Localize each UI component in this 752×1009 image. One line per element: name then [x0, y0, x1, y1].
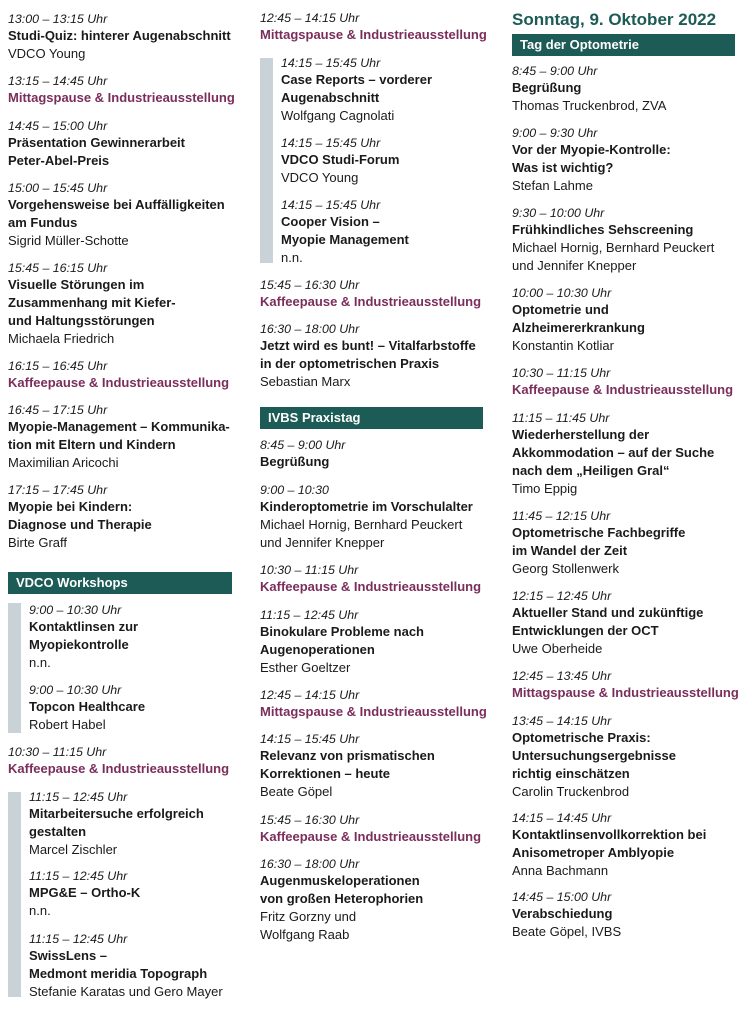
session-entry	[512, 410, 748, 498]
session-title: Topcon Healthcare	[29, 699, 146, 714]
session-speaker: Robert Habel	[29, 717, 106, 732]
break-entry	[8, 358, 234, 392]
session-time: 13:00 – 13:15 Uhr	[8, 12, 108, 26]
session-speaker: Birte Graff	[8, 535, 68, 550]
session-time: 12:45 – 13:45 Uhr	[512, 669, 612, 683]
session-time: 15:45 – 16:30 Uhr	[260, 278, 360, 292]
session-time: 11:15 – 12:45 Uhr	[29, 790, 128, 804]
session-title: SwissLens – Medmont meridia Topograph	[29, 948, 208, 981]
session-entry	[8, 11, 234, 63]
day-title: Sonntag, 9. Oktober 2022	[512, 10, 717, 29]
session-title: Case Reports – vorderer Augenabschnitt	[281, 72, 433, 105]
break-label: Mittagspause & Industrieausstellung	[260, 704, 487, 719]
workshop-entry	[29, 789, 234, 859]
session-time: 11:15 – 11:45 Uhr	[512, 411, 610, 425]
session-title: Frühkindliches Sehscreening	[512, 222, 694, 237]
session-entry	[260, 731, 484, 801]
session-time: 14:15 – 15:45 Uhr	[281, 136, 381, 150]
session-speaker: Timo Eppig	[512, 481, 578, 496]
session-time: 15:45 – 16:30 Uhr	[260, 813, 360, 827]
break-entry	[260, 562, 484, 596]
session-entry	[260, 321, 484, 391]
break-entry	[260, 812, 484, 846]
session-entry	[260, 482, 484, 551]
session-speaker: Carolin Truckenbrod	[512, 784, 630, 799]
parallel-sessions-bar	[8, 603, 21, 733]
session-speaker: Fritz Gorzny und Wolfgang Raab	[260, 909, 357, 942]
session-time: 12:45 – 14:15 Uhr	[260, 688, 360, 702]
session-time: 10:30 – 11:15 Uhr	[8, 745, 107, 759]
session-speaker: n.n.	[281, 250, 303, 265]
session-speaker: Esther Goeltzer	[260, 660, 351, 675]
session-time: 14:15 – 15:45 Uhr	[260, 732, 360, 746]
session-title: Begrüßung	[512, 80, 582, 95]
session-title: Optometrische Praxis: Untersuchungsergebnisse richtig einschätzen	[512, 730, 676, 781]
session-time: 10:30 – 11:15 Uhr	[260, 563, 359, 577]
session-time: 14:15 – 14:45 Uhr	[512, 811, 612, 825]
break-label: Kaffeepause & Industrieausstellung	[512, 382, 734, 397]
session-speaker: Anna Bachmann	[512, 863, 609, 878]
session-title: Augenmuskeloperationen von großen Heterophorien	[260, 873, 424, 906]
session-title: Kontaktlinsen zur Myopiekontrolle	[29, 619, 139, 652]
break-label: Kaffeepause & Industrieausstellung	[260, 579, 482, 594]
session-time: 9:00 – 9:30 Uhr	[512, 126, 598, 140]
break-label: Mittagspause & Industrieausstellung	[8, 90, 235, 105]
break-entry	[260, 277, 484, 311]
session-entry	[260, 856, 484, 943]
session-speaker: VDCO Young	[281, 170, 359, 185]
session-time: 12:45 – 14:15 Uhr	[260, 11, 360, 25]
session-time: 11:15 – 12:45 Uhr	[29, 869, 128, 883]
session-speaker: Michael Hornig, Bernhard Peuckert und Jennifer Knepper	[512, 240, 715, 273]
session-title: Visuelle Störungen im Zusammenhang mit Kiefer- und Haltungsstörungen	[8, 277, 176, 328]
session-title: Optometrie und Alzheimererkrankung	[512, 302, 645, 335]
workshop-entry	[29, 682, 234, 734]
session-time: 13:45 – 14:15 Uhr	[512, 714, 612, 728]
session-time: 14:15 – 15:45 Uhr	[281, 198, 381, 212]
session-title: Präsentation Gewinnerarbeit Peter-Abel-Preis	[8, 135, 185, 168]
session-time: 16:30 – 18:00 Uhr	[260, 322, 360, 336]
session-time: 9:30 – 10:00 Uhr	[512, 206, 605, 220]
break-entry	[260, 10, 487, 44]
session-entry	[512, 588, 748, 658]
session-time: 9:00 – 10:30	[260, 483, 329, 497]
session-speaker: Sigrid Müller-Schotte	[8, 233, 129, 248]
session-time: 9:00 – 10:30 Uhr	[29, 603, 122, 617]
session-speaker: n.n.	[29, 655, 51, 670]
session-speaker: Wolfgang Cagnolati	[281, 108, 395, 123]
session-time: 15:00 – 15:45 Uhr	[8, 181, 108, 195]
parallel-sessions-bar	[8, 792, 21, 997]
session-time: 14:45 – 15:00 Uhr	[8, 119, 108, 133]
session-time: 8:45 – 9:00 Uhr	[512, 64, 598, 78]
session-entry	[512, 285, 748, 355]
session-entry	[8, 402, 234, 472]
session-time: 13:15 – 14:45 Uhr	[8, 74, 108, 88]
session-speaker: n.n.	[29, 903, 51, 918]
session-entry	[8, 260, 234, 348]
session-title: VDCO Studi-Forum	[281, 152, 400, 167]
session-speaker: Georg Stollenwerk	[512, 561, 619, 576]
break-label: Kaffeepause & Industrieausstellung	[8, 761, 230, 776]
session-speaker: Marcel Zischler	[29, 842, 118, 857]
session-time: 12:15 – 12:45 Uhr	[512, 589, 612, 603]
session-time: 11:45 – 12:15 Uhr	[512, 509, 611, 523]
session-time: 17:15 – 17:45 Uhr	[8, 483, 108, 497]
session-time: 9:00 – 10:30 Uhr	[29, 683, 122, 697]
session-speaker: Konstantin Kotliar	[512, 338, 614, 353]
parallel-sessions-bar	[260, 58, 273, 263]
session-title: Begrüßung	[260, 454, 330, 469]
session-speaker: Thomas Truckenbrod, ZVA	[512, 98, 667, 113]
session-title: Myopie bei Kindern: Diagnose und Therapie	[8, 499, 152, 532]
session-title: Kinderoptometrie im Vorschulalter	[260, 499, 473, 514]
session-time: 11:15 – 12:45 Uhr	[29, 932, 128, 946]
session-speaker: Beate Göpel	[260, 784, 333, 799]
session-entry	[8, 180, 234, 250]
session-entry	[512, 63, 748, 115]
session-title: Verabschiedung	[512, 906, 613, 921]
session-speaker: Sebastian Marx	[260, 374, 351, 389]
session-title: Mitarbeitersuche erfolgreich gestalten	[29, 806, 204, 839]
break-label: Mittagspause & Industrieausstellung	[260, 27, 487, 42]
break-label: Mittagspause & Industrieausstellung	[512, 685, 739, 700]
session-entry	[512, 125, 748, 195]
session-entry	[512, 713, 748, 801]
session-title: Vorgehensweise bei Auffälligkeiten am Fundus	[8, 197, 225, 230]
session-speaker: Stefan Lahme	[512, 178, 593, 193]
session-speaker: Uwe Oberheide	[512, 641, 603, 656]
session-entry	[512, 810, 748, 880]
parallel-session-entry	[281, 135, 484, 187]
session-title: MPG&E – Ortho-K	[29, 885, 141, 900]
session-entry	[260, 607, 484, 677]
section-header-ivbs-praxistag: IVBS Praxistag	[260, 407, 483, 429]
session-title: Optometrische Fachbegriffe im Wandel der Zeit	[512, 525, 686, 558]
session-entry	[512, 889, 748, 941]
session-entry	[8, 118, 234, 170]
workshop-entry	[29, 602, 234, 672]
session-speaker: Michaela Friedrich	[8, 331, 115, 346]
session-entry	[512, 508, 748, 578]
break-entry	[512, 668, 748, 702]
workshop-entry	[29, 868, 234, 920]
session-speaker: Maximilian Aricochi	[8, 455, 119, 470]
break-entry	[8, 744, 234, 778]
break-label: Kaffeepause & Industrieausstellung	[260, 294, 482, 309]
session-time: 14:15 – 15:45 Uhr	[281, 56, 381, 70]
session-title: Cooper Vision – Myopie Management	[281, 214, 409, 247]
session-time: 11:15 – 12:45 Uhr	[260, 608, 359, 622]
session-entry	[512, 205, 748, 274]
session-title: Aktueller Stand und zukünftige Entwicklungen der OCT	[512, 605, 704, 638]
session-title: Kontaktlinsenvollkorrektion bei Anisometroper Amblyopie	[512, 827, 707, 860]
section-header-vdco-workshops: VDCO Workshops	[8, 572, 232, 594]
session-speaker: Stefanie Karatas und Gero Mayer	[29, 984, 223, 999]
session-title: Binokulare Probleme nach Augenoperationen	[260, 624, 424, 657]
break-label: Kaffeepause & Industrieausstellung	[8, 375, 230, 390]
session-title: Wiederherstellung der Akkommodation – auf der Suche nach dem „Heiligen Gral“	[512, 427, 715, 478]
break-entry	[8, 73, 234, 107]
session-time: 16:30 – 18:00 Uhr	[260, 857, 360, 871]
session-time: 16:45 – 17:15 Uhr	[8, 403, 108, 417]
session-time: 8:45 – 9:00 Uhr	[260, 438, 346, 452]
session-speaker: Michael Hornig, Bernhard Peuckert und Jennifer Knepper	[260, 517, 463, 550]
session-time: 10:00 – 10:30 Uhr	[512, 286, 612, 300]
session-title: Myopie-Management – Kommunika- tion mit Eltern und Kindern	[8, 419, 230, 452]
session-title: Jetzt wird es bunt! – Vitalfarbstoffe in der optometrischen Praxis	[260, 338, 476, 371]
break-entry	[512, 365, 748, 399]
session-title: Vor der Myopie-Kontrolle: Was ist wichtig?	[512, 142, 671, 175]
parallel-session-entry	[281, 197, 484, 267]
break-entry	[260, 687, 487, 721]
section-header-tag-der-optometrie: Tag der Optometrie	[512, 34, 735, 56]
session-time: 16:15 – 16:45 Uhr	[8, 359, 108, 373]
session-entry	[260, 437, 484, 471]
parallel-session-entry	[281, 55, 484, 125]
session-time: 10:30 – 11:15 Uhr	[512, 366, 611, 380]
session-entry	[8, 482, 234, 552]
session-speaker: VDCO Young	[8, 46, 86, 61]
session-time: 14:45 – 15:00 Uhr	[512, 890, 612, 904]
session-time: 15:45 – 16:15 Uhr	[8, 261, 108, 275]
workshop-entry	[29, 931, 234, 1001]
break-label: Kaffeepause & Industrieausstellung	[260, 829, 482, 844]
session-title: Studi-Quiz: hinterer Augenabschnitt	[8, 28, 231, 43]
session-speaker: Beate Göpel, IVBS	[512, 924, 622, 939]
session-title: Relevanz von prismatischen Korrektionen – heute	[260, 748, 435, 781]
